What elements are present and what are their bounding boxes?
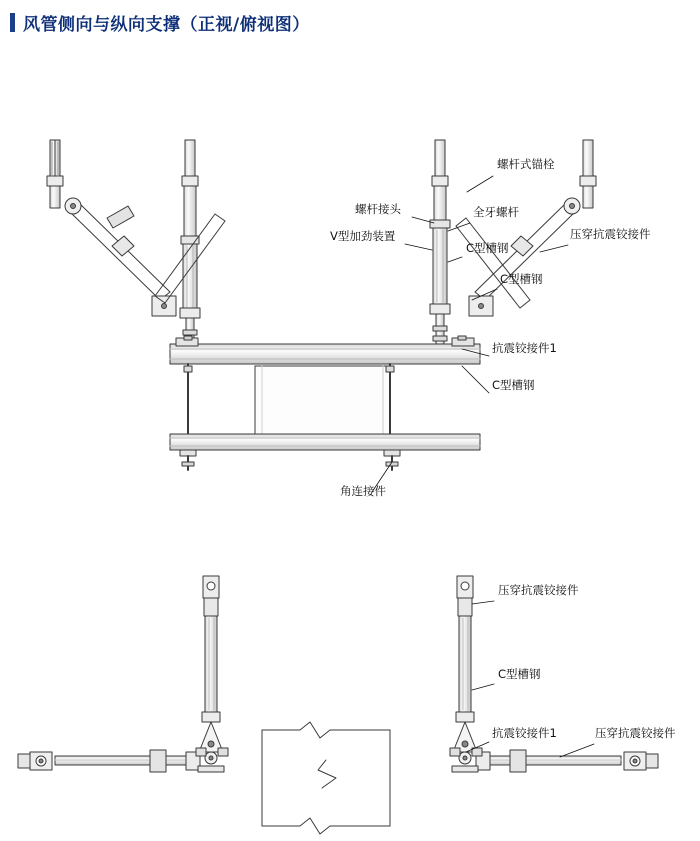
vertical-rod-right-outer bbox=[580, 140, 596, 208]
vertical-rod-right-inner bbox=[430, 140, 450, 346]
label-rod-joint: 螺杆接头 bbox=[355, 202, 401, 216]
leader-lines bbox=[372, 176, 594, 757]
diagonal-brace-right-inner bbox=[456, 218, 530, 308]
label-pressure-seismic-hinge-b2: 压穿抗震铰接件 bbox=[595, 726, 676, 740]
vertical-rod-left-inner bbox=[180, 140, 200, 346]
label-full-thread-rod: 全牙螺杆 bbox=[473, 205, 519, 219]
label-corner-connector: 角连接件 bbox=[340, 484, 386, 498]
label-c-channel-steel-3: C型槽钢 bbox=[492, 378, 535, 392]
plan-duct-center bbox=[262, 722, 390, 834]
c-channel-main-lower bbox=[170, 434, 480, 470]
duct-body bbox=[255, 366, 390, 438]
label-seismic-hinge-1: 抗震铰接件1 bbox=[492, 341, 557, 355]
title-text: 风管侧向与纵向支撑（正视/俯视图） bbox=[23, 15, 310, 35]
label-seismic-hinge-1-b: 抗震铰接件1 bbox=[492, 726, 557, 740]
label-c-channel-steel-1: C型槽钢 bbox=[466, 241, 509, 255]
plan-horizontal-left bbox=[18, 750, 200, 772]
label-c-channel-steel-2: C型槽钢 bbox=[500, 272, 543, 286]
label-c-channel-steel-b1: C型槽钢 bbox=[498, 667, 541, 681]
label-pressure-seismic-hinge-b1: 压穿抗震铰接件 bbox=[498, 583, 579, 597]
plan-connection-left bbox=[196, 748, 228, 772]
label-anchor-bolt: 螺杆式锚栓 bbox=[497, 157, 555, 171]
plan-vertical-riser-right bbox=[453, 576, 477, 752]
label-pressure-seismic-hinge: 压穿抗震铰接件 bbox=[570, 227, 651, 241]
label-v-stiffener: V型加劲装置 bbox=[330, 229, 396, 243]
plan-horizontal-right bbox=[476, 750, 658, 772]
plan-vertical-riser-left bbox=[199, 576, 223, 752]
vertical-rod-left-outer bbox=[47, 140, 63, 208]
